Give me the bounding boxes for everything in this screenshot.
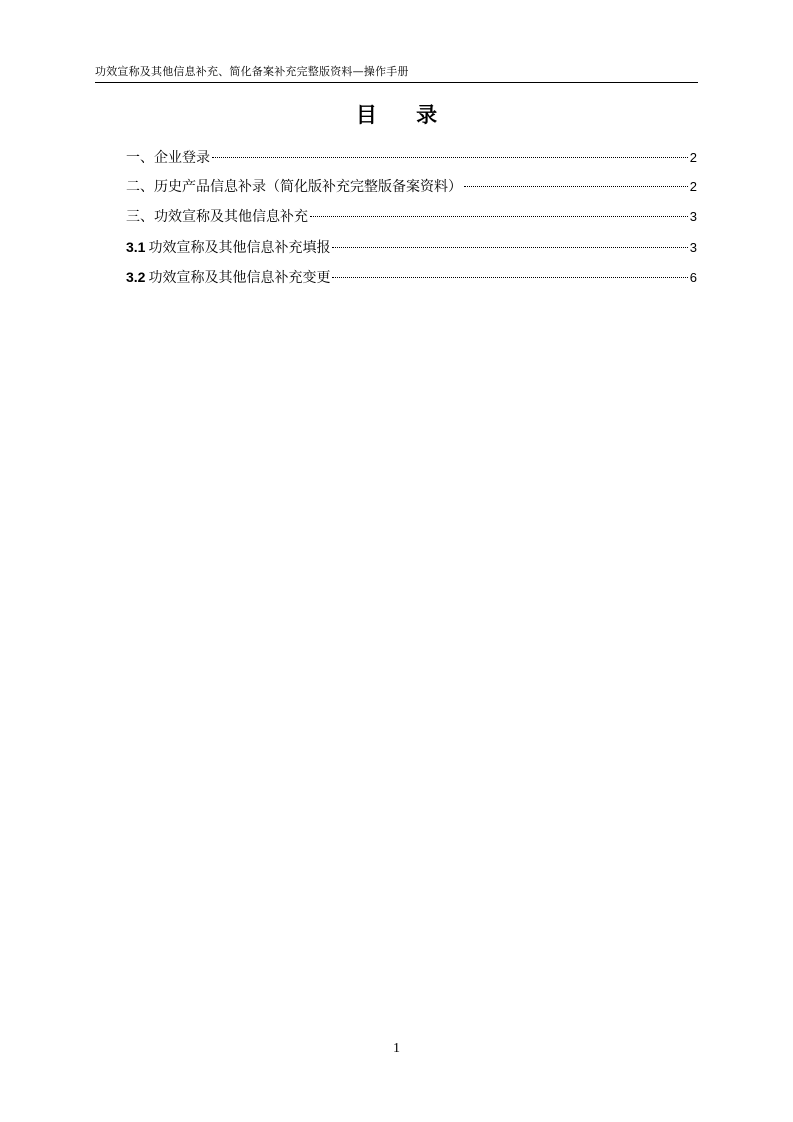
table-of-contents [0,0,793,300]
page-number: 1 [393,1041,400,1056]
toc-entry-number: 3.2 [126,269,146,285]
toc-dot-leader [464,186,688,187]
toc-entry-text: 二、历史产品信息补录（简化版补充完整版备案资料） [126,179,462,195]
toc-entry-efficacy-claims-fill[interactable] [126,237,697,257]
toc-entry-page: 3 [689,240,697,255]
toc-entry-enterprise-login[interactable] [126,148,697,168]
toc-entry-page: 2 [689,150,697,165]
toc-dot-leader [332,247,687,248]
toc-title: 目 录 [355,102,454,127]
toc-entry-text: 一、企业登录 [126,150,210,166]
toc-entry-text: 三、功效宣称及其他信息补充 [126,209,308,225]
toc-entry-text: 功效宣称及其他信息补充填报 [148,240,331,256]
header-title: 功效宣称及其他信息补充、简化备案补充完整版资料—操作手册 [95,65,409,78]
toc-entry-page: 6 [689,270,697,285]
toc-entry-page: 2 [689,179,697,194]
toc-entry-page: 3 [689,209,697,224]
toc-dot-leader [310,216,688,217]
toc-entry-text: 功效宣称及其他信息补充变更 [148,270,331,286]
toc-dot-leader [332,277,687,278]
toc-entry-number: 3.1 [126,239,146,255]
toc-dot-leader [212,157,688,158]
toc-entry-historical-product-info[interactable] [126,177,697,197]
toc-entry-efficacy-claims[interactable] [126,207,697,227]
toc-entry-efficacy-claims-change[interactable] [126,267,697,287]
